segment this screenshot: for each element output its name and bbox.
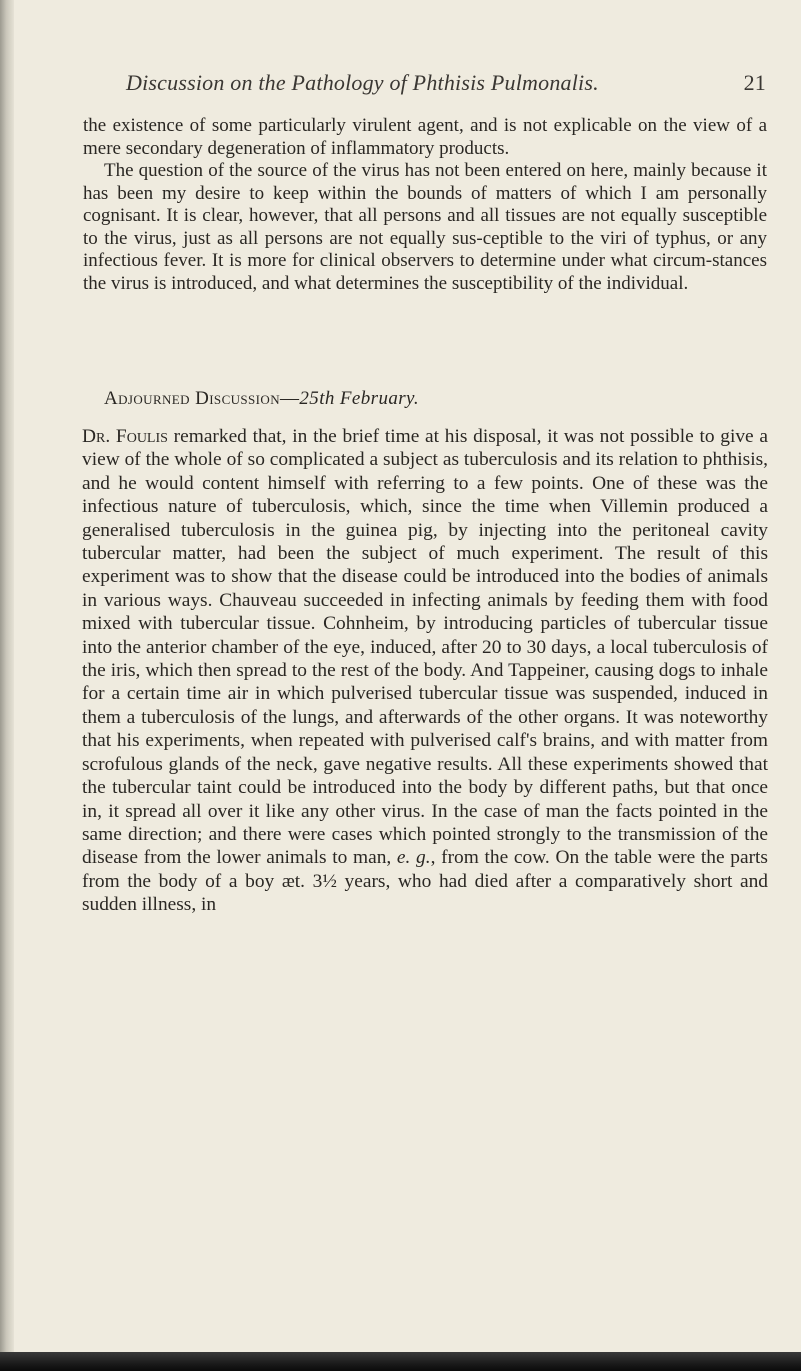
paragraph-text-part2: , from the cow. On the table were the parts from the body of a boy æt. 3½ years, who had died after a comparatively short and sudden illness, in [82, 847, 768, 916]
abbreviation-eg: e. g. [396, 847, 431, 869]
running-head-title: Discussion on the Pathology of Phthisis Pulmonalis. [126, 70, 599, 95]
page-left-edge-shadow [0, 0, 14, 1371]
paragraph-text-part1: remarked that, in the brief time at his disposal, it was not possible to give a view of the whole of so complicated a subject as tuberculosis and its relation to phthisis, and he would content himself with referring to a few points. One of these was the infectious nature of tuberculosis, which, since the time when Villemin produced a generalised tuberculosis in the guinea pig, by injecting into the peritoneal cavity tubercular matter, had been the subject of much experiment. The result of this experiment was to show that the disease could be introduced into the bodies of animals in various ways. Chauveau succeeded in infecting animals by feeding them with food mixed with tubercular tissue. Cohnheim, by introducing particles of tubercular tissue into the anterior chamber of the eye, induced, after 20 to 30 days, a local tuberculosis of the iris, which then spread to the rest of the body. And Tappeiner, causing dogs to inhale for a certain time air in which pulverised tubercular tissue was suspended, induced in them a tuberculosis of the lungs, and afterwards of the other organs. It was noteworthy that his experiments, when repeated with pulverised calf's brains, and with matter from scrofulous glands of the neck, gave negative results. All these experiments showed that the tubercular taint could be introduced into the body by different paths, but that once in, it spread all over it like any other virus. In the case of man the facts pointed in the same direction; and there were cases which pointed strongly to the transmission of the disease from the lower animals to man, [82, 426, 769, 869]
running-head [126, 70, 766, 96]
section-heading [104, 388, 419, 410]
paragraph-text: the existence of some particularly virulent agent, and is not explicable on the view of a mere secondary degeneration of inflammatory products. [83, 115, 767, 159]
paragraph-continuation [83, 115, 767, 160]
section-heading-label: Adjourned Discussion— [104, 388, 300, 409]
paragraph-text [82, 425, 768, 917]
paragraph-foulis-remarks [82, 425, 768, 917]
paragraph-text: The question of the source of the virus has not been entered on here, mainly because it has been my desire to keep within the bounds of matters of which I am personally cognisant. It is clear, however, that all persons and all tissues are not equally susceptible to the virus, just as all persons are not equally sus-ceptible to the viri of typhus, or any infectious fever. It is more for clinical observers to determine under what circum-stances the virus is introduced, and what determines the susceptibility of the individual. [83, 160, 767, 294]
paragraph-virus-source [83, 160, 767, 296]
speaker-name: Dr. Foulis [82, 426, 168, 447]
page-number: 21 [743, 70, 766, 95]
section-heading-date: 25th February. [299, 388, 419, 409]
scan-bottom-edge [0, 1352, 801, 1371]
